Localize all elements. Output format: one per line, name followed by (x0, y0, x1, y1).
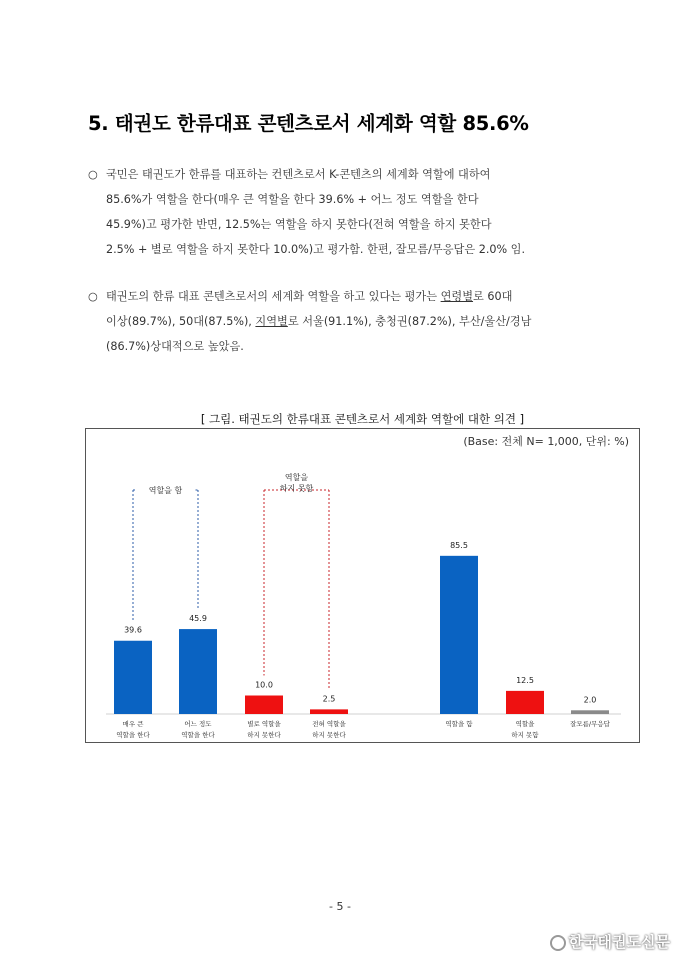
paragraph-line: 2.5% + 별로 역할을 하지 못한다 10.0%)고 평가함. 한편, 잘모름/무응답은 2.0% 임. (106, 243, 526, 256)
paragraph-summary (88, 162, 600, 262)
paragraph-line: 85.6%가 역할을 한다(매우 큰 역할을 한다 39.6% + 어느 정도 역할을 한다 (106, 193, 479, 206)
category-label: 하지 못한다 (247, 731, 281, 739)
text-run: 이상(89.7%), 50대(87.5%), (106, 315, 256, 328)
data-label: 10.0 (255, 680, 273, 690)
category-label: 역할을 함 (445, 720, 473, 728)
data-label: 12.5 (516, 675, 534, 685)
bullet-circle: ○ (88, 168, 98, 181)
bar-잘모름-무응답 (571, 710, 609, 714)
watermark-text: 한국태권도신문 (568, 933, 670, 951)
chart-frame (85, 428, 640, 743)
category-label: 별로 역할을 (247, 720, 281, 728)
category-label: 전혀 역할을 (312, 720, 346, 728)
bar-매우-큰-역할을-한다 (114, 641, 152, 714)
bar-어느-정도-역할을-한다 (179, 629, 217, 714)
paragraph-line: 국민은 태권도가 한류를 대표하는 컨텐츠로서 K-콘텐츠의 세계화 역할에 대하여 (106, 168, 491, 181)
bar-역할을-하지-못함 (506, 691, 544, 714)
category-label: 매우 큰 (122, 720, 144, 728)
paragraph-summary-text (88, 162, 600, 262)
group-label: 역할을 (284, 473, 309, 482)
figure-caption: [ 그림. 태권도의 한류대표 콘텐츠로서 세계화 역할에 대한 의견 ] (200, 412, 525, 426)
paragraph-line: (86.7%)상대적으로 높았음. (106, 340, 244, 353)
category-label: 역할을 한다 (181, 731, 215, 739)
bar-별로-역할을-하지-못한다 (245, 696, 283, 715)
data-label: 85.5 (450, 540, 468, 550)
section-title: 5. 태권도 한류대표 콘텐츠로서 세계화 역할 85.6% (88, 112, 529, 135)
bar-역할을-함 (440, 556, 478, 714)
bar-전혀-역할을-하지-못한다 (310, 709, 348, 714)
base-note: (Base: 전체 N= 1,000, 단위: %) (463, 435, 629, 448)
underlined-term-region: 지역별 (255, 315, 288, 328)
underlined-term-age: 연령별 (440, 290, 474, 303)
category-label: 잘모름/무응답 (570, 720, 610, 728)
text-run: 로 60대 (473, 290, 513, 303)
bar-chart (86, 429, 639, 742)
data-label: 39.6 (124, 625, 142, 635)
data-label: 45.9 (189, 614, 207, 624)
watermark-logo (550, 931, 670, 952)
category-label: 하지 못한다 (312, 731, 346, 739)
data-label: 2.0 (583, 695, 597, 705)
page-number: - 5 - (329, 900, 351, 913)
data-label: 2.5 (322, 694, 336, 704)
paragraph-detail (88, 284, 600, 359)
paragraph-line (106, 284, 600, 309)
bullet-circle: ○ (88, 290, 98, 303)
paragraph-detail-text (88, 284, 600, 359)
category-label: 역할을 한다 (116, 731, 150, 739)
category-label: 역할을 (515, 720, 535, 728)
text-run: 태권도의 한류 대표 콘텐츠로서의 세계화 역할을 하고 있다는 평가는 (106, 290, 441, 303)
category-label: 어느 정도 (184, 720, 212, 728)
watermark-emblem-icon (550, 935, 566, 951)
paragraph-line (106, 309, 600, 334)
group-label: 역할을 함 (148, 486, 183, 495)
category-label: 하지 못함 (511, 731, 539, 739)
group-label: 하지 못함 (279, 484, 314, 493)
text-run: 로 서울(91.1%), 충청권(87.2%), 부산/울산/경남 (287, 315, 532, 328)
paragraph-line: 45.9%)고 평가한 반면, 12.5%는 역할을 하지 못한다(전혀 역할을 하지 못한다 (106, 218, 492, 231)
